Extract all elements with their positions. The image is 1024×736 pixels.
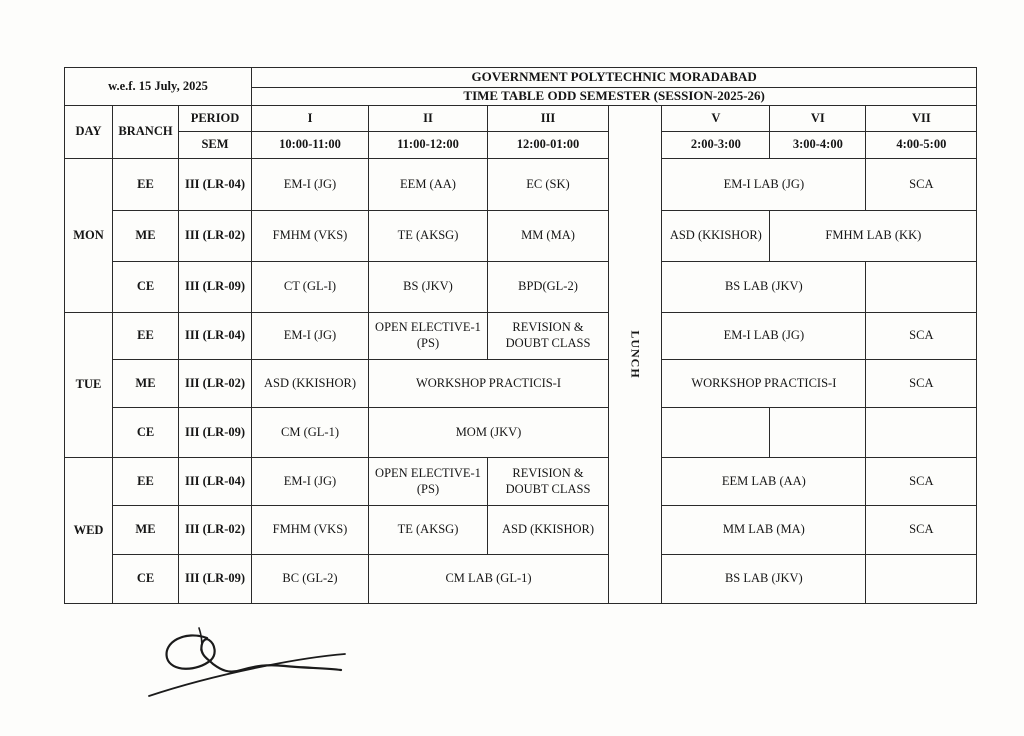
table-row <box>65 458 977 506</box>
class-cell: MM (MA) <box>488 211 609 262</box>
lab-cell: BS LAB (JKV) <box>662 555 866 604</box>
branch-cell: CE <box>113 408 179 458</box>
table-row <box>65 360 977 408</box>
class-cell: ASD (KKISHOR) <box>662 211 770 262</box>
class-cell <box>488 458 609 506</box>
table-row <box>65 555 977 604</box>
class-line: (PS) <box>416 481 440 496</box>
sem-cell: III (LR-04) <box>179 313 252 360</box>
time-slot: 12:00-01:00 <box>488 132 609 159</box>
period-label: III <box>488 106 609 132</box>
time-slot: 11:00-12:00 <box>369 132 488 159</box>
branch-cell: ME <box>113 360 179 408</box>
class-cell: SCA <box>866 360 977 408</box>
class-cell <box>866 262 977 313</box>
class-line: DOUBT CLASS <box>505 336 591 350</box>
lab-cell: EM-I LAB (JG) <box>662 313 866 360</box>
class-cell <box>488 313 609 360</box>
class-cell: BPD(GL-2) <box>488 262 609 313</box>
class-cell: SCA <box>866 313 977 360</box>
branch-cell: ME <box>113 506 179 555</box>
class-cell <box>369 458 488 506</box>
class-cell <box>770 408 866 458</box>
class-cell: SCA <box>866 159 977 211</box>
sem-cell: III (LR-04) <box>179 159 252 211</box>
lab-cell: EEM LAB (AA) <box>662 458 866 506</box>
table-row <box>65 313 977 360</box>
branch-cell: ME <box>113 211 179 262</box>
branch-cell: EE <box>113 159 179 211</box>
lab-cell: MOM (JKV) <box>369 408 609 458</box>
class-cell: ASD (KKISHOR) <box>488 506 609 555</box>
class-cell: ASD (KKISHOR) <box>252 360 369 408</box>
branch-cell: EE <box>113 313 179 360</box>
class-cell <box>866 408 977 458</box>
sem-header: SEM <box>179 132 252 159</box>
timetable-title: TIME TABLE ODD SEMESTER (SESSION-2025-26) <box>252 88 977 106</box>
institute-name: GOVERNMENT POLYTECHNIC MORADABAD <box>252 68 977 88</box>
table-row <box>65 211 977 262</box>
day-cell: WED <box>65 458 113 604</box>
sem-cell: III (LR-02) <box>179 360 252 408</box>
period-label: I <box>252 106 369 132</box>
day-header: DAY <box>65 106 113 159</box>
class-line: REVISION & <box>512 465 584 480</box>
branch-cell: CE <box>113 555 179 604</box>
lab-cell: WORKSHOP PRACTICIS-I <box>662 360 866 408</box>
sem-cell: III (LR-09) <box>179 262 252 313</box>
class-cell: EM-I (JG) <box>252 458 369 506</box>
time-slot: 2:00-3:00 <box>662 132 770 159</box>
class-cell: TE (AKSG) <box>369 211 488 262</box>
branch-header: BRANCH <box>113 106 179 159</box>
period-label: VI <box>770 106 866 132</box>
class-cell: EC (SK) <box>488 159 609 211</box>
class-line: OPEN ELECTIVE-1 <box>375 465 481 480</box>
class-cell: EM-I (JG) <box>252 313 369 360</box>
lab-cell: CM LAB (GL-1) <box>369 555 609 604</box>
day-cell: MON <box>65 159 113 313</box>
class-cell: SCA <box>866 506 977 555</box>
period-header: PERIOD <box>179 106 252 132</box>
class-cell <box>866 555 977 604</box>
class-cell: CT (GL-I) <box>252 262 369 313</box>
class-cell: EEM (AA) <box>369 159 488 211</box>
class-line: (PS) <box>416 336 440 350</box>
time-slot: 10:00-11:00 <box>252 132 369 159</box>
day-cell: TUE <box>65 313 113 458</box>
table-row <box>65 408 977 458</box>
branch-cell: CE <box>113 262 179 313</box>
lab-cell: FMHM LAB (KK) <box>770 211 977 262</box>
effective-date: w.e.f. 15 July, 2025 <box>65 68 252 106</box>
sem-cell: III (LR-09) <box>179 408 252 458</box>
table-row <box>65 506 977 555</box>
time-slot: 3:00-4:00 <box>770 132 866 159</box>
lab-cell: WORKSHOP PRACTICIS-I <box>369 360 609 408</box>
period-label: VII <box>866 106 977 132</box>
class-cell: BS (JKV) <box>369 262 488 313</box>
period-label: V <box>662 106 770 132</box>
lab-cell: BS LAB (JKV) <box>662 262 866 313</box>
class-line: REVISION & <box>512 320 584 335</box>
class-cell: TE (AKSG) <box>369 506 488 555</box>
signature-mark <box>145 620 355 705</box>
lunch-column <box>609 106 662 604</box>
class-cell <box>369 313 488 360</box>
table-row <box>65 262 977 313</box>
class-cell: CM (GL-1) <box>252 408 369 458</box>
lab-cell: MM LAB (MA) <box>662 506 866 555</box>
class-cell: FMHM (VKS) <box>252 211 369 262</box>
time-slot: 4:00-5:00 <box>866 132 977 159</box>
class-cell: FMHM (VKS) <box>252 506 369 555</box>
branch-cell: EE <box>113 458 179 506</box>
class-cell: BC (GL-2) <box>252 555 369 604</box>
sem-cell: III (LR-02) <box>179 211 252 262</box>
sem-cell: III (LR-09) <box>179 555 252 604</box>
timetable <box>64 67 977 604</box>
lunch-label: LUNCH <box>628 330 643 379</box>
class-line: DOUBT CLASS <box>505 481 591 496</box>
class-cell: EM-I (JG) <box>252 159 369 211</box>
period-label: II <box>369 106 488 132</box>
lab-cell: EM-I LAB (JG) <box>662 159 866 211</box>
class-cell: SCA <box>866 458 977 506</box>
sem-cell: III (LR-04) <box>179 458 252 506</box>
class-line: OPEN ELECTIVE-1 <box>375 320 481 335</box>
sem-cell: III (LR-02) <box>179 506 252 555</box>
table-row <box>65 159 977 211</box>
class-cell <box>662 408 770 458</box>
